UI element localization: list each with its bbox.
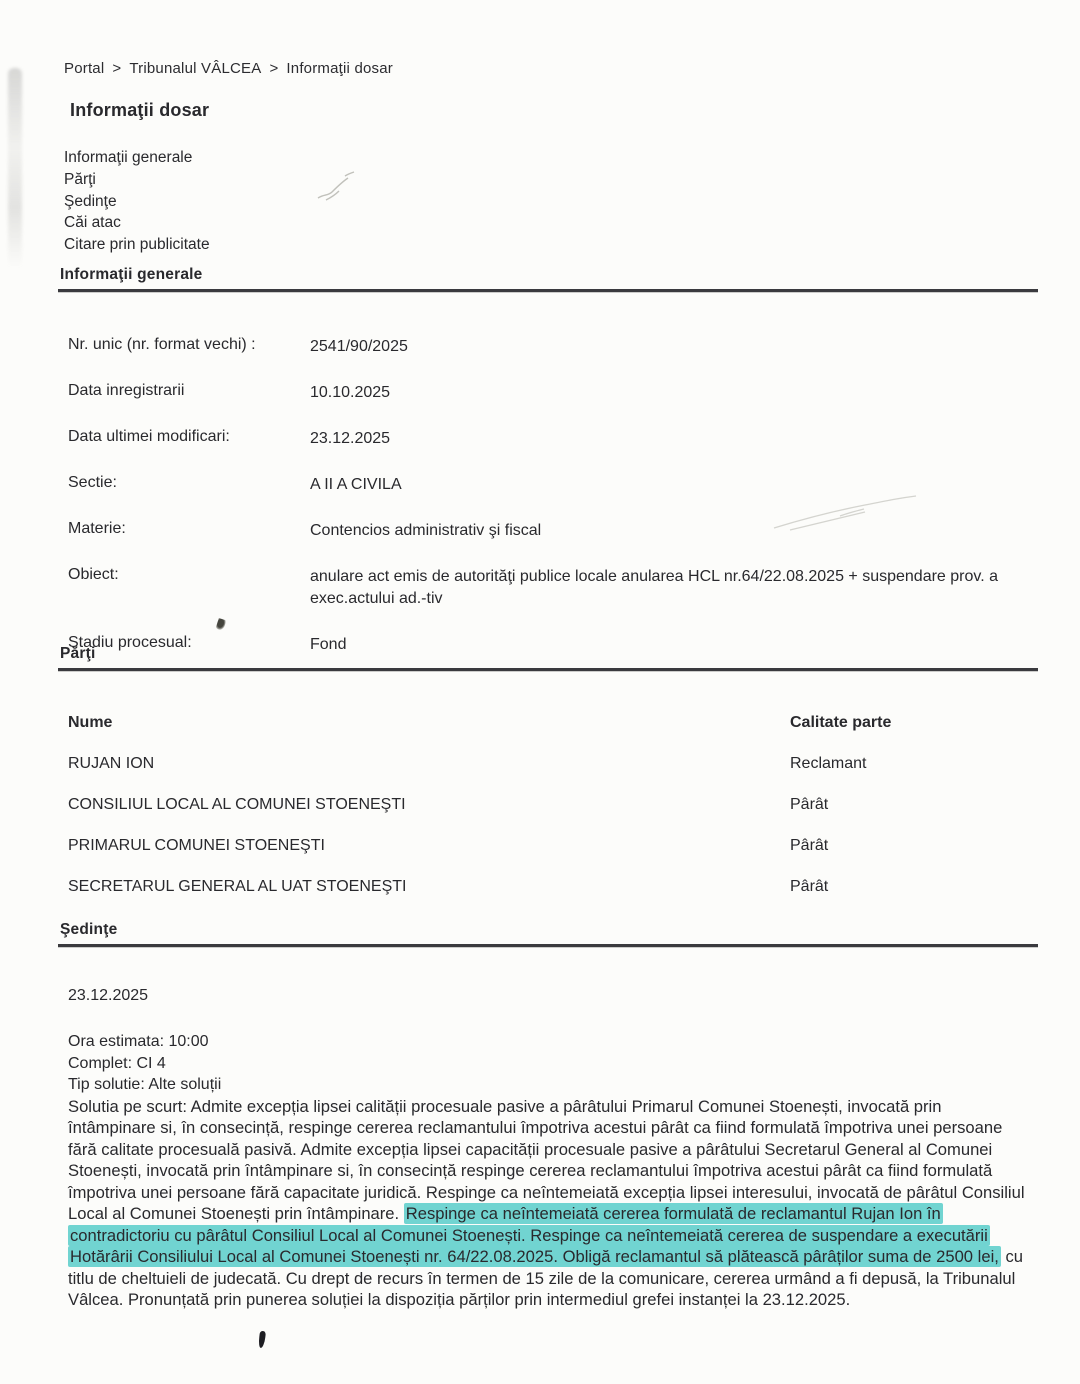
nav-item-sedinte[interactable]: Şedinţe	[64, 192, 117, 210]
nav-item-informatii-generale[interactable]: Informaţii generale	[64, 149, 193, 166]
hearing-solution-summary	[68, 1096, 1026, 1311]
section-divider	[58, 289, 1038, 292]
hearing-entry	[68, 987, 1038, 1311]
party-role: Pârât	[790, 796, 829, 813]
page-title: Informaţii dosar	[70, 100, 210, 120]
field-value-data-inregistrarii: 10.10.2025	[310, 384, 391, 401]
section-title-informatii-generale: Informaţii generale	[60, 266, 203, 283]
field-value-materie: Contencios administrativ şi fiscal	[310, 522, 542, 539]
parties-table	[68, 714, 1038, 896]
hearing-date: 23.12.2025	[68, 987, 149, 1004]
party-role: Pârât	[790, 837, 829, 854]
field-value-stadiu-procesual: Fond	[310, 636, 347, 653]
general-info-fields	[68, 336, 1038, 656]
nav-item-citare-prin-publicitate[interactable]: Citare prin publicitate	[64, 236, 210, 254]
breadcrumb-separator: >	[269, 60, 279, 77]
party-role: Reclamant	[790, 755, 867, 772]
breadcrumb-portal-link[interactable]: Portal	[64, 60, 105, 77]
party-name: SECRETARUL GENERAL AL UAT STOENEŞTI	[68, 878, 407, 895]
section-parti	[58, 645, 1038, 896]
section-title-parti: Părţi	[60, 645, 96, 662]
field-label-sectie: Sectie:	[68, 474, 117, 491]
summary-text-after: cu titlu de cheltuieli de judecată. Cu drept de recurs în termen de 15 zile de la comunicare, cererea urmând a fi depusă, la Tribunalul Vâlcea. Pronunțată prin punerea soluției la dispoziția părților prin intermediul grefei instanței la 23.12.2025.	[68, 1247, 1024, 1309]
field-value-sectie: A II A CIVILA	[310, 476, 402, 493]
breadcrumb-court-link[interactable]: Tribunalul VÂLCEA	[129, 60, 262, 77]
section-divider	[58, 944, 1038, 947]
nav-item-cai-atac[interactable]: Căi atac	[64, 214, 121, 232]
breadcrumb	[64, 60, 393, 77]
scan-edge-streak	[8, 68, 22, 268]
nav-menu	[64, 147, 210, 256]
summary-text-highlighted: Respinge ca neîntemeiată cererea formulată de reclamantul Rujan Ion în contradictoriu cu pârâtul Consiliul Local al Comunei Stoenești. Respinge ca neîntemeiată cererea de suspendare a executării Hotărârii Consiliului Local al Comunei Stoenești nr. 64/22.08.2025. Obligă reclamantul să plătească pârâților suma de 2500 lei,	[70, 1204, 999, 1266]
field-label-stadiu-procesual: Stadiu procesual:	[68, 634, 192, 651]
field-label-obiect: Obiect:	[68, 566, 119, 583]
field-value-data-ultimei-modificari: 23.12.2025	[310, 430, 391, 447]
hearing-time: Ora estimata: 10:00	[68, 1033, 209, 1050]
column-header-nume: Nume	[68, 714, 113, 731]
column-header-calitate-parte: Calitate parte	[790, 714, 892, 731]
field-label-materie: Materie:	[68, 520, 126, 537]
field-value-nr-unic: 2541/90/2025	[310, 338, 408, 355]
party-name: PRIMARUL COMUNEI STOENEŞTI	[68, 837, 325, 854]
hearing-solution-type: Tip solutie: Alte soluții	[68, 1076, 222, 1093]
section-divider	[58, 668, 1038, 671]
field-label-nr-unic: Nr. unic (nr. format vechi) :	[68, 336, 256, 353]
party-name: CONSILIUL LOCAL AL COMUNEI STOENEŞTI	[68, 796, 406, 813]
pencil-scribble	[312, 170, 360, 204]
hearing-panel: Complet: CI 4	[68, 1054, 166, 1072]
party-name: RUJAN ION	[68, 755, 155, 772]
field-value-obiect: anulare act emis de autorităţi publice locale anularea HCL nr.64/22.08.2025 + suspendare prov. a exec.actului ad.-tiv	[310, 568, 998, 607]
section-informatii-generale	[58, 266, 1038, 656]
summary-text-before: Solutia pe scurt: Admite excepția lipsei calității procesuale pasive a pârâtului Primarul Comunei Stoenești, invocată prin întâmpinare si, în consecință, respinge cererea reclamantului împotriva acestui pârât ca fiind formulată împotriva unei persoane fără calitate procesuală pasivă. Admite excepția lipsei capacității procesuale pasive a pârâtului Secretarul General al Comunei Stoenești, invocată prin întâmpinare si, în consecință respinge cererea reclamantului împotriva acestui pârât ca fiind formulată împotriva unei persoane fără capacitate juridică. Respinge ca neîntemeiată excepția lipsei interesului, invocată de pârâtul Consiliul Local al Comunei Stoenești prin întâmpinare.	[68, 1096, 1025, 1223]
nav-item-parti[interactable]: Părţi	[64, 170, 96, 188]
breadcrumb-current: Informaţii dosar	[286, 60, 393, 77]
field-label-data-inregistrarii: Data inregistrarii	[68, 382, 185, 399]
field-label-data-ultimei-modificari: Data ultimei modificari:	[68, 428, 230, 445]
party-role: Pârât	[790, 878, 829, 895]
pen-mark	[258, 1331, 266, 1349]
section-title-sedinte: Şedinţe	[60, 921, 118, 938]
section-sedinte	[58, 921, 1038, 1311]
breadcrumb-separator: >	[112, 60, 122, 77]
